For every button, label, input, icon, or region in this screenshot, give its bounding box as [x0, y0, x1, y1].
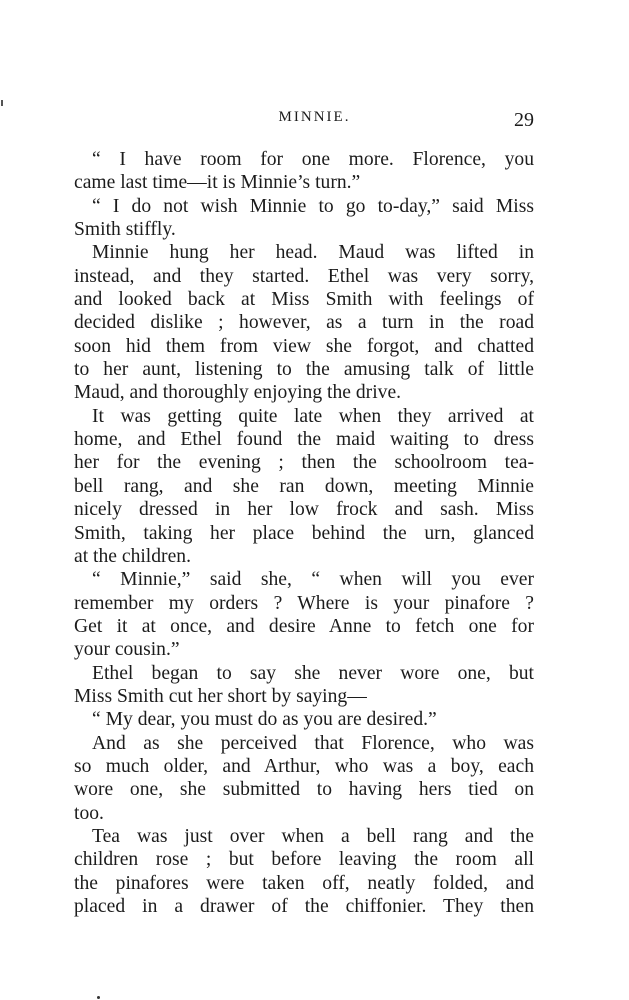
text-line: Ethel began to say she never wore one, but — [92, 662, 534, 684]
text-line: Maud, and thoroughly enjoying the drive. — [74, 382, 402, 404]
page-number: 29 — [514, 109, 534, 131]
text-line: “ My dear, you must do as you are desired.” — [92, 709, 437, 731]
text-line: bell rang, and she ran down, meeting Minnie — [74, 475, 534, 497]
text-line: the pinafores were taken off, neatly folded, and — [74, 872, 534, 894]
text-line: soon hid them from view she forgot, and chatted — [74, 335, 534, 357]
running-title: MINNIE. — [278, 109, 351, 125]
text-line: Minnie hung her head. Maud was lifted in — [92, 242, 534, 264]
text-line: her for the evening ; then the schoolroom tea- — [74, 452, 534, 474]
text-line: placed in a drawer of the chiffonier. They then — [74, 896, 534, 917]
print-speck — [97, 996, 100, 999]
text-line: Miss Smith cut her short by saying— — [74, 685, 367, 707]
text-line: at the children. — [74, 545, 191, 567]
text-line: “ I have room for one more. Florence, you — [92, 149, 534, 170]
text-line: “ I do not wish Minnie to go to-day,” said Miss — [92, 195, 534, 217]
text-line: decided dislike ; however, as a turn in the road — [74, 312, 534, 334]
text-line: Smith stiffly. — [74, 219, 176, 241]
body-text — [74, 148, 534, 918]
text-line: remember my orders ? Where is your pinafore ? — [74, 592, 534, 614]
text-line: wore one, she submitted to having hers tied on — [74, 779, 534, 801]
text-line: came last time—it is Minnie’s turn.” — [74, 172, 361, 194]
text-line: and looked back at Miss Smith with feelings of — [74, 289, 534, 311]
text-line: home, and Ethel found the maid waiting to dress — [74, 429, 534, 451]
text-line: too. — [74, 802, 104, 824]
margin-mark — [1, 100, 3, 106]
text-line: so much older, and Arthur, who was a boy, each — [74, 755, 534, 777]
text-line: It was getting quite late when they arrived at — [92, 405, 534, 427]
text-line: Tea was just over when a bell rang and the — [92, 825, 534, 847]
text-line: “ Minnie,” said she, “ when will you ever — [92, 569, 534, 591]
text-line: to her aunt, listening to the amusing talk of little — [74, 359, 534, 381]
text-line: Get it at once, and desire Anne to fetch one for — [74, 615, 534, 637]
text-line: And as she perceived that Florence, who was — [92, 732, 534, 754]
text-line: your cousin.” — [74, 639, 180, 661]
text-line: Smith, taking her place behind the urn, glanced — [74, 522, 534, 544]
text-line: nicely dressed in her low frock and sash. Miss — [74, 499, 534, 521]
text-line: children rose ; but before leaving the room all — [74, 849, 534, 871]
text-line: instead, and they started. Ethel was very sorry, — [74, 265, 534, 287]
